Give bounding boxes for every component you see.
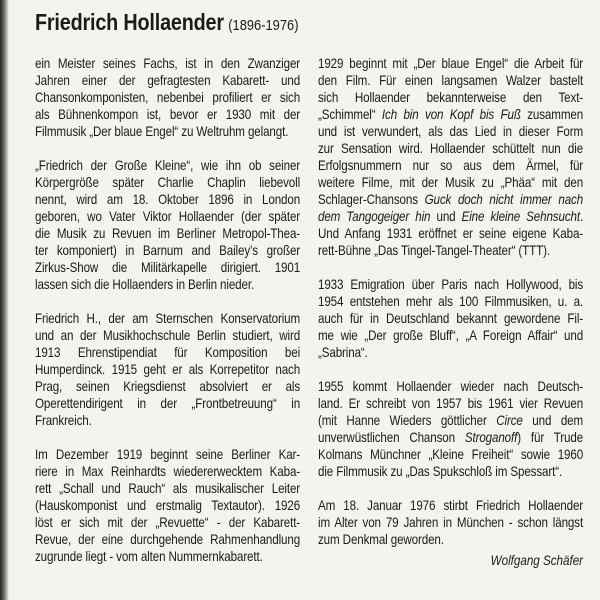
text-line	[318, 497, 583, 514]
italic-title: dem Tangogeiger hin	[318, 209, 431, 224]
text-line	[35, 327, 300, 344]
text-segment: Chansonkomponisten, nebenbei profiliert er sich	[35, 90, 301, 105]
text-line	[318, 140, 583, 157]
text-line	[35, 174, 300, 191]
text-segment: (mit Hanne Wieders göttlicher	[318, 413, 497, 428]
text-line	[318, 395, 583, 412]
text-segment: Humperdinck. 1915 geht er als Korrepetitor nach	[35, 362, 301, 377]
text-segment: .	[579, 209, 584, 224]
text-segment: und dem	[522, 413, 584, 428]
text-line	[318, 531, 583, 548]
article-title	[35, 9, 299, 36]
text-line	[318, 276, 583, 293]
text-segment: 1933 Emigration über Paris nach Hollywood, bis	[318, 277, 584, 292]
text-segment: 1954 entstehen mehr als 100 Filmmusiken, u. a.	[318, 294, 584, 309]
text-line	[35, 208, 300, 225]
text-line	[318, 446, 583, 463]
title-name: Friedrich Hollaender	[35, 9, 224, 35]
text-line	[318, 463, 583, 480]
text-segment: und ist verwundert, als das Lied in dieser Form	[318, 124, 584, 139]
text-segment: 1955 kommt Hollaender wieder nach Deutsch-	[318, 379, 584, 394]
italic-title: Eine kleine Sehnsucht	[461, 209, 580, 224]
text-segment: zusammen	[520, 107, 584, 122]
italic-title: Stroganoff	[464, 430, 518, 445]
text-line	[318, 412, 583, 429]
text-line	[35, 72, 300, 89]
text-line	[35, 480, 300, 497]
text-line	[35, 242, 300, 259]
text-segment: Operettendirigent in der „Frontbetreuung“ in	[35, 396, 301, 411]
text-segment: nennt, wird am 18. Oktober 1896 in London	[35, 192, 301, 207]
text-segment: 1913 Ehrenstipendiat für Komposition bei	[35, 345, 301, 360]
text-segment: Filmmusik „Der blaue Engel“ zu Weltruhm gelangt.	[35, 124, 289, 139]
text-line	[318, 157, 583, 174]
text-segment: Kolmans Münchner „Kleine Freiheit“ sowie 1960	[318, 447, 584, 462]
text-line	[318, 208, 583, 225]
text-line	[318, 72, 583, 89]
text-line	[35, 361, 300, 378]
text-line	[318, 344, 583, 361]
text-line	[35, 463, 300, 480]
text-segment: Und Anfang 1931 eröffnet er seine eigene Kaba-	[318, 226, 584, 241]
text-segment: weitere Filme, mit der Musik zu „Phäa“ mit den	[318, 175, 584, 190]
text-segment: rett „Schall und Rauch“ als musikalischer Leiter	[35, 481, 301, 496]
text-line	[318, 191, 583, 208]
text-segment: Schlager-Chansons	[318, 192, 425, 207]
paragraph	[318, 276, 583, 361]
text-segment: auch für in Deutschland bekannt gewordene Fil-	[318, 311, 584, 326]
text-segment: „Schimmel“	[318, 107, 382, 122]
text-line	[35, 378, 300, 395]
text-line	[35, 106, 300, 123]
italic-title: Circe	[496, 413, 523, 428]
left-column	[35, 55, 300, 582]
text-segment: als Bühnenkompon ist, bevor er 1930 mit der	[35, 107, 301, 122]
text-segment: zum Denkmal geworden.	[318, 532, 444, 547]
text-segment: sich Hollaender bekannterweise den Text-	[318, 90, 584, 105]
text-line	[318, 106, 583, 123]
text-line	[35, 514, 300, 531]
paragraph	[35, 310, 300, 429]
text-line	[35, 310, 300, 327]
text-segment: und	[430, 209, 462, 224]
text-line	[35, 531, 300, 548]
text-segment: ) für Trude	[517, 430, 584, 445]
text-segment: Im Dezember 1919 beginnt seine Berliner Kar-	[35, 447, 301, 462]
text-segment: die Filmmusik zu „Das Spukschloß im Spessart“.	[318, 464, 563, 479]
text-line	[318, 225, 583, 242]
text-segment: Friedrich H., der am Sternschen Konservatorium	[35, 311, 301, 326]
text-segment: (Hauskomponist und erstmalig Textautor). 1926	[35, 498, 301, 513]
text-line	[318, 310, 583, 327]
text-line	[318, 514, 583, 531]
italic-title: Ich bin von Kopf bis Fuß	[381, 107, 521, 122]
text-segment: „Sabrina“.	[318, 345, 368, 360]
text-line	[318, 293, 583, 310]
text-segment: den Film. Für einen langsamen Walzer bastelt	[318, 73, 584, 88]
text-segment: löst er sich mit der „Revuette“ - der Kabarett-	[35, 515, 301, 530]
paragraph	[35, 55, 300, 140]
text-segment: me wie „Der große Bluff“, „A Foreign Affair“ und	[318, 328, 584, 343]
text-segment: riere in Max Reinhardts wiedererwecktem Kaba-	[35, 464, 301, 479]
text-segment: „Friedrich der Große Kleine“, wie ihn ob seiner	[35, 158, 301, 173]
paragraph	[35, 446, 300, 565]
text-segment: Frankreich.	[35, 413, 92, 428]
text-segment: land. Er schreibt von 1957 bis 1961 vier Revuen	[318, 396, 584, 411]
text-line	[35, 344, 300, 361]
italic-title: Guck doch nicht immer nach	[424, 192, 584, 207]
text-segment: und an der Musikhochschule Berlin studiert, wird	[35, 328, 301, 343]
text-segment: zugrunde liegt - vom alten Nummernkabarett.	[35, 549, 263, 564]
text-segment: Erfolgsnummern nur so aus dem Ärmel, für	[318, 158, 584, 173]
text-line	[318, 174, 583, 191]
text-segment: ter komponiert) in Barnum and Bailey’s großer	[35, 243, 301, 258]
text-segment: die Musik zu Revuen im Berliner Metropol-Thea-	[35, 226, 301, 241]
paragraph	[318, 497, 583, 548]
title-years: (1896-1976)	[228, 17, 299, 34]
text-line	[318, 242, 583, 259]
text-segment: zur Sensation wird. Hollaender schüttelt nun die	[318, 141, 584, 156]
text-segment: ein Meister seines Fachs, ist in den Zwanziger	[35, 56, 301, 71]
paragraph	[318, 55, 583, 259]
paragraph	[318, 378, 583, 480]
text-segment: 1929 beginnt mit „Der blaue Engel“ die Arbeit für	[318, 56, 584, 71]
text-segment: geboren, wo Vater Viktor Hollaender (der später	[35, 209, 301, 224]
right-column	[318, 55, 583, 569]
text-line	[35, 55, 300, 72]
text-line	[35, 548, 300, 565]
text-line	[35, 123, 300, 140]
text-line	[35, 225, 300, 242]
text-line	[318, 123, 583, 140]
text-line	[35, 89, 300, 106]
text-line	[35, 412, 300, 429]
text-segment: Prag, seinen Kriegsdienst absolviert er als	[35, 379, 301, 394]
text-segment: Revue, der eine durchgehende Rahmenhandlung	[35, 532, 301, 547]
text-line	[318, 55, 583, 72]
text-segment: Körpergröße später Charlie Chaplin liebevoll	[35, 175, 301, 190]
text-segment: im Alter von 79 Jahren in München - schon längst	[318, 515, 584, 530]
text-line	[35, 259, 300, 276]
text-line	[318, 429, 583, 446]
author-signature: Wolfgang Schäfer	[490, 553, 584, 568]
text-segment: unverwüstlichen Chanson	[318, 430, 465, 445]
paragraph	[35, 157, 300, 293]
text-segment: lassen sich die Hollaenders in Berlin nieder.	[35, 277, 255, 292]
text-segment: Zirkus-Show die Militärkapelle dirigiert. 1901	[35, 260, 301, 275]
text-line	[35, 276, 300, 293]
text-line	[318, 89, 583, 106]
text-segment: Am 18. Januar 1976 stirbt Friedrich Hollaender	[318, 498, 584, 513]
page-edge-shadow	[0, 0, 9, 600]
text-line	[35, 446, 300, 463]
text-segment: Jahren einer der gefragtesten Kabarett- und	[35, 73, 301, 88]
text-segment: rett-Bühne „Das Tingel-Tangel-Theater“ (TTT).	[318, 243, 550, 258]
text-line	[318, 327, 583, 344]
text-line	[35, 157, 300, 174]
text-line	[35, 395, 300, 412]
text-line	[35, 191, 300, 208]
text-line	[35, 497, 300, 514]
text-line	[318, 378, 583, 395]
